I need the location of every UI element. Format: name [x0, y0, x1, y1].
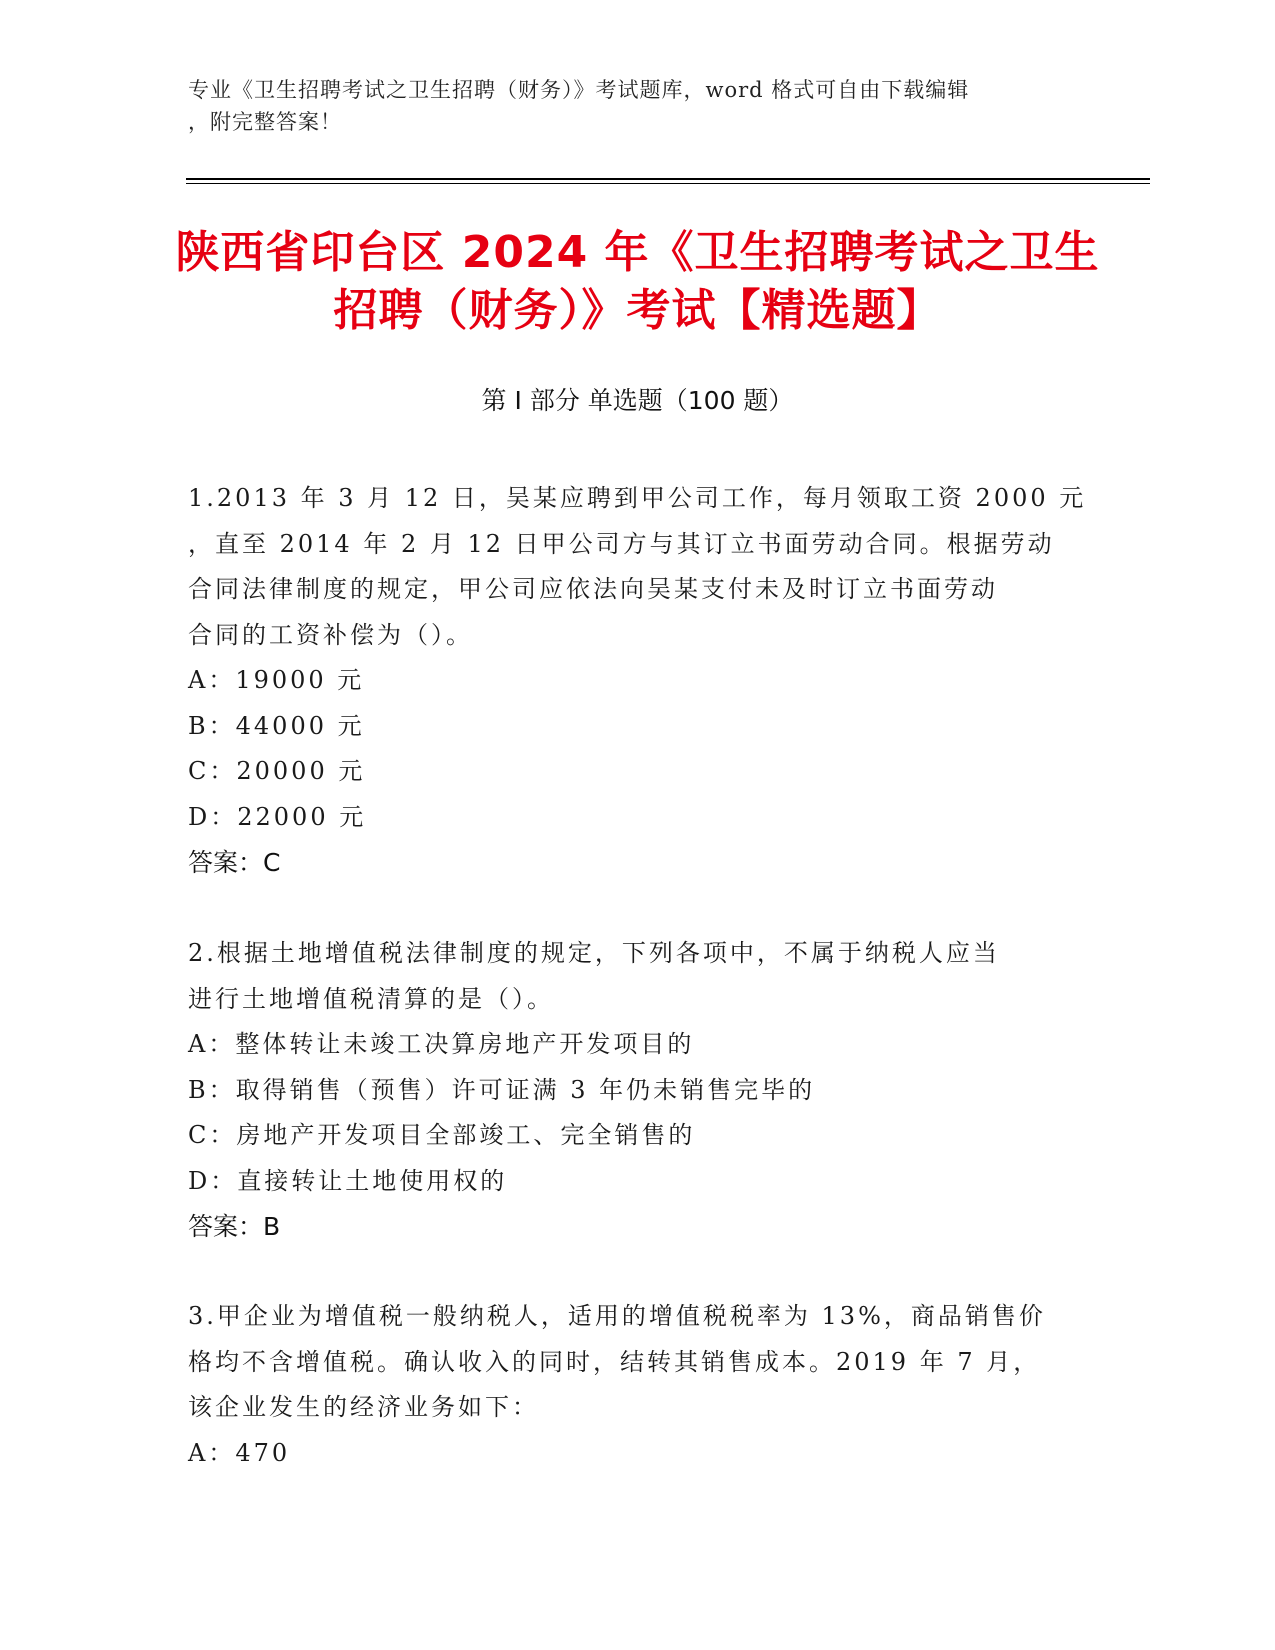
question-stem-line: 2.根据土地增值税法律制度的规定，下列各项中，不属于纳税人应当	[188, 939, 1000, 967]
document-title-line-2: 招聘（财务）》考试【精选题】	[333, 285, 942, 336]
header-note-line-1: 专业《卫生招聘考试之卫生招聘（财务）》考试题库，word 格式可自由下载编辑	[188, 78, 970, 102]
answer-label: 答案：C	[188, 848, 281, 877]
header-divider-thick	[186, 178, 1150, 180]
question-stem-line: 1.2013 年 3 月 12 日，吴某应聘到甲公司工作，每月领取工资 2000 元	[188, 484, 1087, 512]
question-1	[188, 476, 1088, 886]
question-stem-line: 进行土地增值税清算的是（）。	[188, 984, 554, 1013]
option-b: B：取得销售（预售）许可证满 3 年仍未销售完毕的	[188, 1075, 816, 1104]
option-d: D：直接转让土地使用权的	[188, 1166, 508, 1195]
header-note-line-2: ，附完整答案！	[188, 110, 342, 134]
question-stem-line: 合同的工资补偿为（）。	[188, 620, 473, 649]
option-a: A：470	[188, 1438, 291, 1467]
option-b: B：44000 元	[188, 711, 365, 740]
option-c: C：房地产开发项目全部竣工、完全销售的	[188, 1121, 696, 1149]
option-a: A：19000 元	[188, 666, 365, 694]
option-c: C：20000 元	[188, 757, 366, 785]
option-a: A：整体转让未竣工决算房地产开发项目的	[188, 1030, 695, 1058]
option-d: D：22000 元	[188, 802, 367, 831]
question-3	[188, 1294, 1088, 1476]
document-title-line-1: 陕西省印台区 2024 年《卫生招聘考试之卫生	[175, 227, 1100, 278]
question-stem-line: ，直至 2014 年 2 月 12 日甲公司方与其订立书面劳动合同。根据劳动	[188, 529, 1055, 558]
question-2	[188, 931, 1088, 1250]
question-stem-line: 合同法律制度的规定，甲公司应依法向吴某支付未及时订立书面劳动	[188, 575, 998, 603]
section-heading: 第 I 部分 单选题（100 题）	[481, 386, 794, 415]
question-stem-line: 3.甲企业为增值税一般纳税人，适用的增值税税率为 13%，商品销售价	[188, 1302, 1046, 1330]
header-note	[188, 74, 1078, 138]
document-title	[150, 224, 1125, 340]
question-stem-line: 格均不含增值税。确认收入的同时，结转其销售成本。2019 年 7 月，	[188, 1347, 1041, 1376]
header-divider-thin	[186, 183, 1150, 184]
question-stem-line: 该企业发生的经济业务如下：	[188, 1393, 539, 1421]
answer-label: 答案：B	[188, 1212, 281, 1241]
